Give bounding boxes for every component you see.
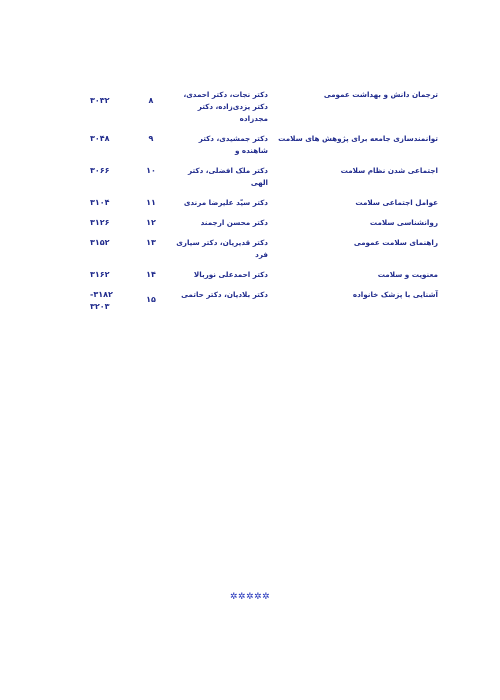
page-number: ۳۱۲۶: [90, 218, 110, 227]
page-range-start: ۳۱۸۲-: [90, 290, 113, 299]
chapter-title: روانشناسی سلامت: [369, 218, 438, 227]
chapter-number: ۱۲: [146, 218, 156, 227]
decorative-stars: ✲✲✲✲✲: [229, 592, 271, 602]
chapter-number: ۸: [148, 96, 154, 105]
chapter-title: عوامل اجتماعی سلامت: [355, 198, 438, 207]
chapter-page: [90, 288, 130, 313]
table-of-contents: [78, 88, 438, 313]
chapter-authors: دکتر ملک افضلی، دکتر الهی: [188, 166, 268, 187]
chapter-page: [90, 88, 130, 107]
toc-row: [78, 236, 438, 261]
chapter-authors: دکتر جمشیدی، دکتر شاهنده و: [198, 134, 268, 155]
page-number: ۳۱۰۴: [90, 198, 110, 207]
chapter-page: [90, 236, 130, 249]
page-number: ۳۰۶۶: [90, 166, 110, 175]
chapter-authors: دکتر محسن ارجمند: [200, 218, 268, 227]
page-number: ۳۱۵۲: [90, 238, 110, 247]
page-range-end: ۳۲۰۳: [90, 302, 110, 311]
chapter-page: [90, 196, 130, 209]
chapter-number: ۹: [148, 134, 154, 143]
toc-row: [78, 268, 438, 281]
chapter-title: راهنمای سلامت عمومی: [353, 238, 438, 247]
chapter-authors: دکتر نجات، دکتر احمدی، دکتر یزدی‌زاده، دکتر مجدزاده: [183, 90, 268, 123]
chapter-number: ۱۱: [146, 198, 156, 207]
page-number: ۳۰۴۸: [90, 134, 110, 143]
chapter-title: اجتماعی شدن نظام سلامت: [340, 166, 438, 175]
chapter-number: ۱۳: [146, 238, 156, 247]
chapter-title: توانمندسازی جامعه برای پژوهش های سلامت: [278, 134, 438, 143]
chapter-number: ۱۴: [146, 270, 156, 279]
chapter-page: [90, 164, 130, 177]
chapter-title: ترجمان دانش و بهداشت عمومی: [323, 90, 438, 99]
chapter-number: ۱۵: [146, 295, 156, 304]
toc-row: [78, 132, 438, 157]
toc-row: [78, 88, 438, 125]
chapter-title: معنویت و سلامت: [377, 270, 438, 279]
chapter-number: ۱۰: [146, 166, 156, 175]
chapter-title: آشنایی با پزشک خانواده: [352, 290, 438, 299]
toc-row: [78, 216, 438, 229]
toc-row: [78, 196, 438, 209]
chapter-authors: دکتر بلادیان، دکتر حاتمی: [181, 290, 268, 299]
chapter-page: [90, 132, 130, 145]
chapter-page: [90, 268, 130, 281]
toc-row: [78, 164, 438, 189]
toc-row: [78, 288, 438, 313]
chapter-authors: دکتر احمدعلی نوربالا: [193, 270, 268, 279]
chapter-authors: دکتر قدیریان، دکتر سیاری فرد: [176, 238, 268, 259]
chapter-page: [90, 216, 130, 229]
page-number: ۳۰۳۲: [90, 96, 110, 105]
chapter-authors: دکتر سیّد علیرضا مرندی: [183, 198, 268, 207]
page-number: ۳۱۶۲: [90, 270, 110, 279]
